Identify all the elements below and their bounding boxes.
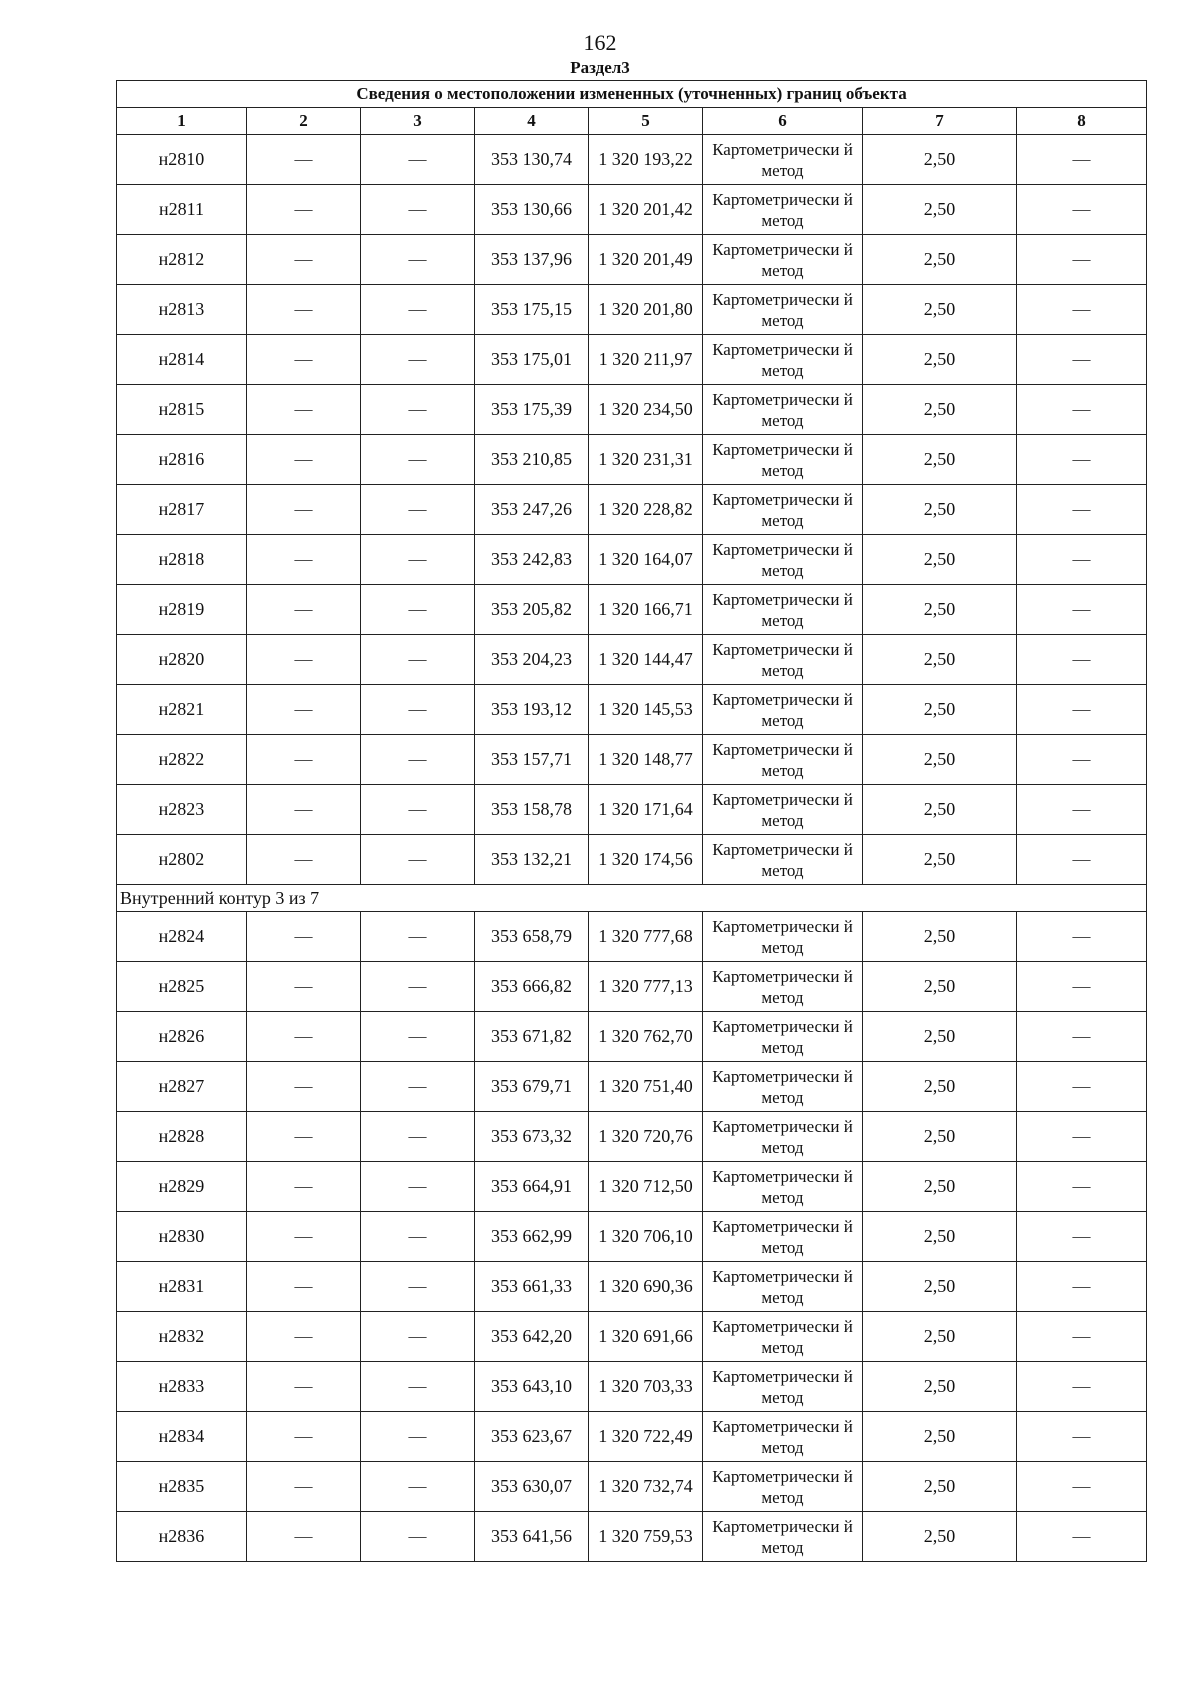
point-name: н2827 bbox=[117, 1062, 247, 1112]
table-caption-row bbox=[117, 81, 1147, 108]
coord-x: 353 130,66 bbox=[475, 185, 589, 235]
point-name: н2810 bbox=[117, 135, 247, 185]
table-row bbox=[117, 585, 1147, 635]
table-row bbox=[117, 1462, 1147, 1512]
accuracy: 2,50 bbox=[863, 635, 1017, 685]
contour-label: Внутренний контур 3 из 7 bbox=[117, 885, 1147, 912]
dash-cell: — bbox=[361, 185, 475, 235]
dash-cell: — bbox=[1017, 735, 1147, 785]
point-name: н2821 bbox=[117, 685, 247, 735]
dash-cell: — bbox=[247, 435, 361, 485]
table-row bbox=[117, 185, 1147, 235]
coord-x: 353 204,23 bbox=[475, 635, 589, 685]
dash-cell: — bbox=[361, 1162, 475, 1212]
table-row bbox=[117, 1162, 1147, 1212]
point-name: н2819 bbox=[117, 585, 247, 635]
dash-cell: — bbox=[247, 685, 361, 735]
coord-x: 353 205,82 bbox=[475, 585, 589, 635]
method: Картометрически й метод bbox=[703, 1262, 863, 1312]
coord-x: 353 175,01 bbox=[475, 335, 589, 385]
coord-x: 353 130,74 bbox=[475, 135, 589, 185]
dash-cell: — bbox=[247, 785, 361, 835]
dash-cell: — bbox=[247, 1462, 361, 1512]
table-row bbox=[117, 962, 1147, 1012]
dash-cell: — bbox=[1017, 385, 1147, 435]
table-header-row bbox=[117, 108, 1147, 135]
coordinates-table bbox=[116, 80, 1147, 1562]
dash-cell: — bbox=[247, 585, 361, 635]
coord-x: 353 175,39 bbox=[475, 385, 589, 435]
point-name: н2831 bbox=[117, 1262, 247, 1312]
point-name: н2829 bbox=[117, 1162, 247, 1212]
accuracy: 2,50 bbox=[863, 135, 1017, 185]
dash-cell: — bbox=[247, 185, 361, 235]
method: Картометрически й метод bbox=[703, 185, 863, 235]
coord-x: 353 673,32 bbox=[475, 1112, 589, 1162]
dash-cell: — bbox=[361, 435, 475, 485]
method: Картометрически й метод bbox=[703, 912, 863, 962]
dash-cell: — bbox=[247, 135, 361, 185]
coord-x: 353 643,10 bbox=[475, 1362, 589, 1412]
method: Картометрически й метод bbox=[703, 1312, 863, 1362]
dash-cell: — bbox=[1017, 1462, 1147, 1512]
coord-x: 353 157,71 bbox=[475, 735, 589, 785]
dash-cell: — bbox=[247, 1512, 361, 1562]
accuracy: 2,50 bbox=[863, 1162, 1017, 1212]
table-row bbox=[117, 1412, 1147, 1462]
accuracy: 2,50 bbox=[863, 1362, 1017, 1412]
accuracy: 2,50 bbox=[863, 1512, 1017, 1562]
method: Картометрически й метод bbox=[703, 685, 863, 735]
dash-cell: — bbox=[1017, 235, 1147, 285]
coord-x: 353 658,79 bbox=[475, 912, 589, 962]
dash-cell: — bbox=[1017, 785, 1147, 835]
dash-cell: — bbox=[361, 1362, 475, 1412]
coord-y: 1 320 703,33 bbox=[589, 1362, 703, 1412]
method: Картометрически й метод bbox=[703, 485, 863, 535]
dash-cell: — bbox=[1017, 1362, 1147, 1412]
dash-cell: — bbox=[247, 485, 361, 535]
method: Картометрически й метод bbox=[703, 385, 863, 435]
point-name: н2836 bbox=[117, 1512, 247, 1562]
table-row bbox=[117, 535, 1147, 585]
coord-x: 353 671,82 bbox=[475, 1012, 589, 1062]
table-row bbox=[117, 1512, 1147, 1562]
dash-cell: — bbox=[247, 1012, 361, 1062]
dash-cell: — bbox=[247, 1412, 361, 1462]
coord-y: 1 320 720,76 bbox=[589, 1112, 703, 1162]
accuracy: 2,50 bbox=[863, 785, 1017, 835]
coord-x: 353 679,71 bbox=[475, 1062, 589, 1112]
coord-y: 1 320 144,47 bbox=[589, 635, 703, 685]
coord-x: 353 630,07 bbox=[475, 1462, 589, 1512]
column-header: 2 bbox=[247, 108, 361, 135]
accuracy: 2,50 bbox=[863, 685, 1017, 735]
dash-cell: — bbox=[1017, 1262, 1147, 1312]
column-header: 5 bbox=[589, 108, 703, 135]
coord-y: 1 320 145,53 bbox=[589, 685, 703, 735]
table-caption: Сведения о местоположении измененных (уточненных) границ объекта bbox=[117, 81, 1147, 108]
coord-x: 353 664,91 bbox=[475, 1162, 589, 1212]
coord-x: 353 242,83 bbox=[475, 535, 589, 585]
table-row bbox=[117, 635, 1147, 685]
dash-cell: — bbox=[1017, 1312, 1147, 1362]
dash-cell: — bbox=[361, 835, 475, 885]
dash-cell: — bbox=[361, 685, 475, 735]
dash-cell: — bbox=[1017, 335, 1147, 385]
coord-x: 353 158,78 bbox=[475, 785, 589, 835]
point-name: н2823 bbox=[117, 785, 247, 835]
dash-cell: — bbox=[247, 1162, 361, 1212]
point-name: н2813 bbox=[117, 285, 247, 335]
dash-cell: — bbox=[361, 635, 475, 685]
accuracy: 2,50 bbox=[863, 1012, 1017, 1062]
contour-label-row bbox=[117, 885, 1147, 912]
coord-y: 1 320 706,10 bbox=[589, 1212, 703, 1262]
coord-y: 1 320 777,68 bbox=[589, 912, 703, 962]
dash-cell: — bbox=[247, 735, 361, 785]
dash-cell: — bbox=[361, 1262, 475, 1312]
method: Картометрически й метод bbox=[703, 535, 863, 585]
method: Картометрически й метод bbox=[703, 962, 863, 1012]
column-header: 1 bbox=[117, 108, 247, 135]
accuracy: 2,50 bbox=[863, 1212, 1017, 1262]
dash-cell: — bbox=[1017, 685, 1147, 735]
dash-cell: — bbox=[1017, 285, 1147, 335]
accuracy: 2,50 bbox=[863, 1462, 1017, 1512]
dash-cell: — bbox=[247, 1362, 361, 1412]
coord-y: 1 320 231,31 bbox=[589, 435, 703, 485]
dash-cell: — bbox=[1017, 835, 1147, 885]
method: Картометрически й метод bbox=[703, 135, 863, 185]
column-header: 4 bbox=[475, 108, 589, 135]
point-name: н2835 bbox=[117, 1462, 247, 1512]
dash-cell: — bbox=[1017, 135, 1147, 185]
coord-y: 1 320 759,53 bbox=[589, 1512, 703, 1562]
dash-cell: — bbox=[247, 335, 361, 385]
coord-x: 353 247,26 bbox=[475, 485, 589, 535]
point-name: н2826 bbox=[117, 1012, 247, 1062]
accuracy: 2,50 bbox=[863, 1312, 1017, 1362]
table-row bbox=[117, 912, 1147, 962]
table-body bbox=[117, 81, 1147, 1562]
dash-cell: — bbox=[361, 962, 475, 1012]
table-row bbox=[117, 285, 1147, 335]
accuracy: 2,50 bbox=[863, 385, 1017, 435]
dash-cell: — bbox=[247, 1062, 361, 1112]
coord-y: 1 320 171,64 bbox=[589, 785, 703, 835]
dash-cell: — bbox=[1017, 1162, 1147, 1212]
table-row bbox=[117, 1262, 1147, 1312]
table-row bbox=[117, 1212, 1147, 1262]
accuracy: 2,50 bbox=[863, 535, 1017, 585]
dash-cell: — bbox=[1017, 962, 1147, 1012]
dash-cell: — bbox=[361, 1412, 475, 1462]
method: Картометрически й метод bbox=[703, 1462, 863, 1512]
accuracy: 2,50 bbox=[863, 335, 1017, 385]
coord-x: 353 661,33 bbox=[475, 1262, 589, 1312]
coord-y: 1 320 201,42 bbox=[589, 185, 703, 235]
coord-y: 1 320 712,50 bbox=[589, 1162, 703, 1212]
dash-cell: — bbox=[361, 1012, 475, 1062]
dash-cell: — bbox=[361, 285, 475, 335]
coord-x: 353 642,20 bbox=[475, 1312, 589, 1362]
dash-cell: — bbox=[361, 1512, 475, 1562]
coord-y: 1 320 234,50 bbox=[589, 385, 703, 435]
dash-cell: — bbox=[1017, 1062, 1147, 1112]
coord-y: 1 320 164,07 bbox=[589, 535, 703, 585]
table-row bbox=[117, 1362, 1147, 1412]
method: Картометрически й метод bbox=[703, 285, 863, 335]
table-row bbox=[117, 135, 1147, 185]
table-row bbox=[117, 435, 1147, 485]
coord-y: 1 320 690,36 bbox=[589, 1262, 703, 1312]
method: Картометрически й метод bbox=[703, 235, 863, 285]
dash-cell: — bbox=[1017, 1112, 1147, 1162]
coord-y: 1 320 732,74 bbox=[589, 1462, 703, 1512]
table-row bbox=[117, 785, 1147, 835]
dash-cell: — bbox=[1017, 1012, 1147, 1062]
dash-cell: — bbox=[1017, 1212, 1147, 1262]
dash-cell: — bbox=[361, 485, 475, 535]
dash-cell: — bbox=[1017, 185, 1147, 235]
dash-cell: — bbox=[247, 285, 361, 335]
coord-y: 1 320 228,82 bbox=[589, 485, 703, 535]
dash-cell: — bbox=[247, 635, 361, 685]
dash-cell: — bbox=[247, 1312, 361, 1362]
table-row bbox=[117, 235, 1147, 285]
point-name: н2814 bbox=[117, 335, 247, 385]
method: Картометрически й метод bbox=[703, 1012, 863, 1062]
point-name: н2828 bbox=[117, 1112, 247, 1162]
accuracy: 2,50 bbox=[863, 1262, 1017, 1312]
dash-cell: — bbox=[361, 1212, 475, 1262]
dash-cell: — bbox=[1017, 635, 1147, 685]
coord-y: 1 320 174,56 bbox=[589, 835, 703, 885]
table-row bbox=[117, 485, 1147, 535]
dash-cell: — bbox=[361, 1112, 475, 1162]
column-header: 3 bbox=[361, 108, 475, 135]
method: Картометрически й метод bbox=[703, 785, 863, 835]
dash-cell: — bbox=[1017, 912, 1147, 962]
coord-x: 353 132,21 bbox=[475, 835, 589, 885]
coord-y: 1 320 211,97 bbox=[589, 335, 703, 385]
dash-cell: — bbox=[1017, 585, 1147, 635]
dash-cell: — bbox=[247, 535, 361, 585]
column-header: 7 bbox=[863, 108, 1017, 135]
dash-cell: — bbox=[361, 785, 475, 835]
accuracy: 2,50 bbox=[863, 1412, 1017, 1462]
coord-x: 353 193,12 bbox=[475, 685, 589, 735]
dash-cell: — bbox=[247, 835, 361, 885]
dash-cell: — bbox=[361, 735, 475, 785]
accuracy: 2,50 bbox=[863, 435, 1017, 485]
accuracy: 2,50 bbox=[863, 962, 1017, 1012]
point-name: н2816 bbox=[117, 435, 247, 485]
accuracy: 2,50 bbox=[863, 585, 1017, 635]
dash-cell: — bbox=[361, 335, 475, 385]
coord-x: 353 623,67 bbox=[475, 1412, 589, 1462]
accuracy: 2,50 bbox=[863, 912, 1017, 962]
method: Картометрически й метод bbox=[703, 585, 863, 635]
page-number: 162 bbox=[583, 30, 617, 55]
dash-cell: — bbox=[361, 1062, 475, 1112]
coord-y: 1 320 762,70 bbox=[589, 1012, 703, 1062]
accuracy: 2,50 bbox=[863, 235, 1017, 285]
dash-cell: — bbox=[361, 912, 475, 962]
method: Картометрически й метод bbox=[703, 1512, 863, 1562]
point-name: н2832 bbox=[117, 1312, 247, 1362]
dash-cell: — bbox=[361, 1312, 475, 1362]
method: Картометрически й метод bbox=[703, 1212, 863, 1262]
dash-cell: — bbox=[247, 1262, 361, 1312]
coord-x: 353 641,56 bbox=[475, 1512, 589, 1562]
point-name: н2818 bbox=[117, 535, 247, 585]
dash-cell: — bbox=[247, 1212, 361, 1262]
dash-cell: — bbox=[1017, 435, 1147, 485]
point-name: н2833 bbox=[117, 1362, 247, 1412]
coord-y: 1 320 751,40 bbox=[589, 1062, 703, 1112]
coord-y: 1 320 201,80 bbox=[589, 285, 703, 335]
coord-y: 1 320 201,49 bbox=[589, 235, 703, 285]
dash-cell: — bbox=[247, 235, 361, 285]
table-row bbox=[117, 1312, 1147, 1362]
dash-cell: — bbox=[361, 535, 475, 585]
method: Картометрически й метод bbox=[703, 1062, 863, 1112]
dash-cell: — bbox=[361, 585, 475, 635]
section-title: Раздел3 bbox=[570, 58, 630, 77]
method: Картометрически й метод bbox=[703, 435, 863, 485]
coord-y: 1 320 722,49 bbox=[589, 1412, 703, 1462]
dash-cell: — bbox=[247, 1112, 361, 1162]
accuracy: 2,50 bbox=[863, 1112, 1017, 1162]
coord-x: 353 666,82 bbox=[475, 962, 589, 1012]
method: Картометрически й метод bbox=[703, 1362, 863, 1412]
coord-x: 353 210,85 bbox=[475, 435, 589, 485]
dash-cell: — bbox=[361, 235, 475, 285]
coord-y: 1 320 193,22 bbox=[589, 135, 703, 185]
method: Картометрически й метод bbox=[703, 1162, 863, 1212]
point-name: н2812 bbox=[117, 235, 247, 285]
coord-y: 1 320 148,77 bbox=[589, 735, 703, 785]
table-row bbox=[117, 1012, 1147, 1062]
method: Картометрически й метод bbox=[703, 1412, 863, 1462]
dash-cell: — bbox=[1017, 535, 1147, 585]
coord-x: 353 175,15 bbox=[475, 285, 589, 335]
method: Картометрически й метод bbox=[703, 1112, 863, 1162]
method: Картометрически й метод bbox=[703, 735, 863, 785]
method: Картометрически й метод bbox=[703, 835, 863, 885]
table-row bbox=[117, 835, 1147, 885]
coord-y: 1 320 691,66 bbox=[589, 1312, 703, 1362]
coord-y: 1 320 166,71 bbox=[589, 585, 703, 635]
dash-cell: — bbox=[361, 135, 475, 185]
accuracy: 2,50 bbox=[863, 185, 1017, 235]
point-name: н2830 bbox=[117, 1212, 247, 1262]
dash-cell: — bbox=[247, 962, 361, 1012]
coord-x: 353 137,96 bbox=[475, 235, 589, 285]
accuracy: 2,50 bbox=[863, 835, 1017, 885]
accuracy: 2,50 bbox=[863, 1062, 1017, 1112]
accuracy: 2,50 bbox=[863, 735, 1017, 785]
dash-cell: — bbox=[361, 1462, 475, 1512]
column-header: 6 bbox=[703, 108, 863, 135]
coord-y: 1 320 777,13 bbox=[589, 962, 703, 1012]
column-header: 8 bbox=[1017, 108, 1147, 135]
table-row bbox=[117, 385, 1147, 435]
coord-x: 353 662,99 bbox=[475, 1212, 589, 1262]
point-name: н2815 bbox=[117, 385, 247, 435]
dash-cell: — bbox=[1017, 485, 1147, 535]
method: Картометрически й метод bbox=[703, 335, 863, 385]
dash-cell: — bbox=[1017, 1512, 1147, 1562]
point-name: н2824 bbox=[117, 912, 247, 962]
dash-cell: — bbox=[247, 912, 361, 962]
point-name: н2825 bbox=[117, 962, 247, 1012]
method: Картометрически й метод bbox=[703, 635, 863, 685]
point-name: н2802 bbox=[117, 835, 247, 885]
table-row bbox=[117, 335, 1147, 385]
table-row bbox=[117, 1062, 1147, 1112]
table-row bbox=[117, 735, 1147, 785]
accuracy: 2,50 bbox=[863, 485, 1017, 535]
table-row bbox=[117, 685, 1147, 735]
point-name: н2817 bbox=[117, 485, 247, 535]
point-name: н2820 bbox=[117, 635, 247, 685]
dash-cell: — bbox=[247, 385, 361, 435]
point-name: н2834 bbox=[117, 1412, 247, 1462]
dash-cell: — bbox=[361, 385, 475, 435]
point-name: н2811 bbox=[117, 185, 247, 235]
dash-cell: — bbox=[1017, 1412, 1147, 1462]
point-name: н2822 bbox=[117, 735, 247, 785]
table-row bbox=[117, 1112, 1147, 1162]
accuracy: 2,50 bbox=[863, 285, 1017, 335]
